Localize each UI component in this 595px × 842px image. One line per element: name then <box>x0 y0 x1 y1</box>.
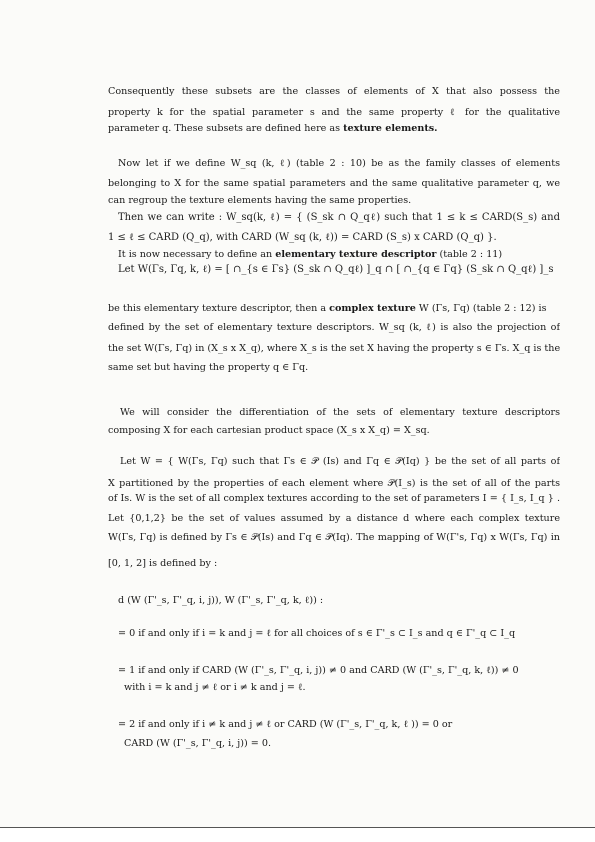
term-elementary-texture-descriptor: elementary texture descriptor <box>275 249 437 260</box>
term-texture-elements: texture elements. <box>343 123 438 134</box>
p4-line-1: We will consider the differentiation of the sets of elementary texture descriptors <box>120 407 560 418</box>
p5-line-1: Let W = { W(Γs, Γq) such that Γs ∈ 𝒫 (Is) and Γq ∈ 𝒫(Iq) } be the set of all parts of <box>120 456 560 467</box>
p5-line-2: X partitioned by the properties of each element where 𝒫(I_s) is the set of all of the parts <box>108 478 560 489</box>
p2-line-1: Now let if we define W_sq (k, ℓ) (table 2 : 10) be as the family classes of elements <box>118 158 560 169</box>
p1-line-3-text: parameter q. These subsets are defined here as <box>108 123 344 134</box>
formula-elementary-descriptor: Let W(Γs, Γq, k, ℓ) = [ ∩_{s ∈ Γs} (S_sk ∩ Q_qℓ) ]_q ∩ [ ∩_{q ∈ Γq} (S_sk ∩ Q_qℓ) ]_s <box>118 264 554 275</box>
p1-line-2: property k for the spatial parameter s and the same property ℓ for the qualitative <box>108 107 560 118</box>
p2-line-2: belonging to X for the same spatial parameters and the same qualitative parameter q, we <box>108 178 560 189</box>
distance-case-1: = 1 if and only if CARD (W (Γ'_s, Γ'_q, i, j)) ≠ 0 and CARD (W (Γ'_s, Γ'_q, k, ℓ)) ≠ 0 <box>118 665 519 676</box>
p2-line-5: 1 ≤ ℓ ≤ CARD (Q_q), with CARD (W_sq (k, ℓ)) = CARD (S_s) x CARD (Q_q) }. <box>108 232 497 243</box>
page-bottom-edge <box>0 827 595 842</box>
p2-line-6-tail: (table 2 : 11) <box>436 249 503 260</box>
p2-line-6-text: It is now necessary to define an <box>118 249 276 260</box>
distance-case-2: = 2 if and only if i ≠ k and j ≠ ℓ or CARD (W (Γ'_s, Γ'_q, k, ℓ )) = 0 or <box>118 719 453 730</box>
p5-line-3: of Is. W is the set of all complex textures according to the set of parameters I = { I_s, I_q } . <box>108 493 560 504</box>
distance-case-1-condition: with i = k and j ≠ ℓ or i ≠ k and j = ℓ. <box>124 682 306 693</box>
p4-line-2: composing X for each cartesian product space (X_s x X_q) = X_sq. <box>108 425 430 436</box>
distance-case-0: = 0 if and only if i = k and j = ℓ for all choices of s ∈ Γ'_s ⊂ I_s and q ∈ Γ'_q ⊂ I_q <box>118 628 516 639</box>
p3-line-3: the set W(Γs, Γq) in (X_s x X_q), where X_s is the set X having the property s ∈ Γs. X_q is the <box>108 343 560 354</box>
p2-line-6 <box>118 249 570 261</box>
distance-case-2-continued: CARD (W (Γ'_s, Γ'_q, i, j)) = 0. <box>124 738 271 749</box>
p1-line-3 <box>108 123 560 135</box>
term-complex-texture: complex texture <box>329 303 416 314</box>
p3-line-4: same set but having the property q ∈ Γq. <box>108 362 309 373</box>
p3-line-1-tail: W (Γs, Γq) (table 2 : 12) is <box>415 303 547 314</box>
p5-line-5: W(Γs, Γq) is defined by Γs ∈ 𝒫(Is) and Γq ∈ 𝒫(Iq). The mapping of W(Γ's, Γq) x W(Γs, Γq) in <box>108 532 560 543</box>
p5-line-6: [0, 1, 2] is defined by : <box>108 558 218 569</box>
p3-line-2: defined by the set of elementary texture descriptors. W_sq (k, ℓ) is also the projection of <box>108 322 560 333</box>
p3-line-1 <box>108 303 560 315</box>
p2-line-3: can regroup the texture elements having the same properties. <box>108 195 412 206</box>
distance-definition: d (W (Γ'_s, Γ'_q, i, j)), W (Γ'_s, Γ'_q, k, ℓ)) : <box>118 595 324 606</box>
p3-line-1-text: be this elementary texture descriptor, then a <box>108 303 330 314</box>
p5-line-4: Let {0,1,2} be the set of values assumed by a distance d where each complex texture <box>108 513 560 524</box>
p2-line-4: Then we can write : W_sq(k, ℓ) = { (S_sk ∩ Q_qℓ) such that 1 ≤ k ≤ CARD(S_s) and <box>118 212 560 223</box>
p1-line-1: Consequently these subsets are the classes of elements of X that also possess the <box>108 86 560 97</box>
